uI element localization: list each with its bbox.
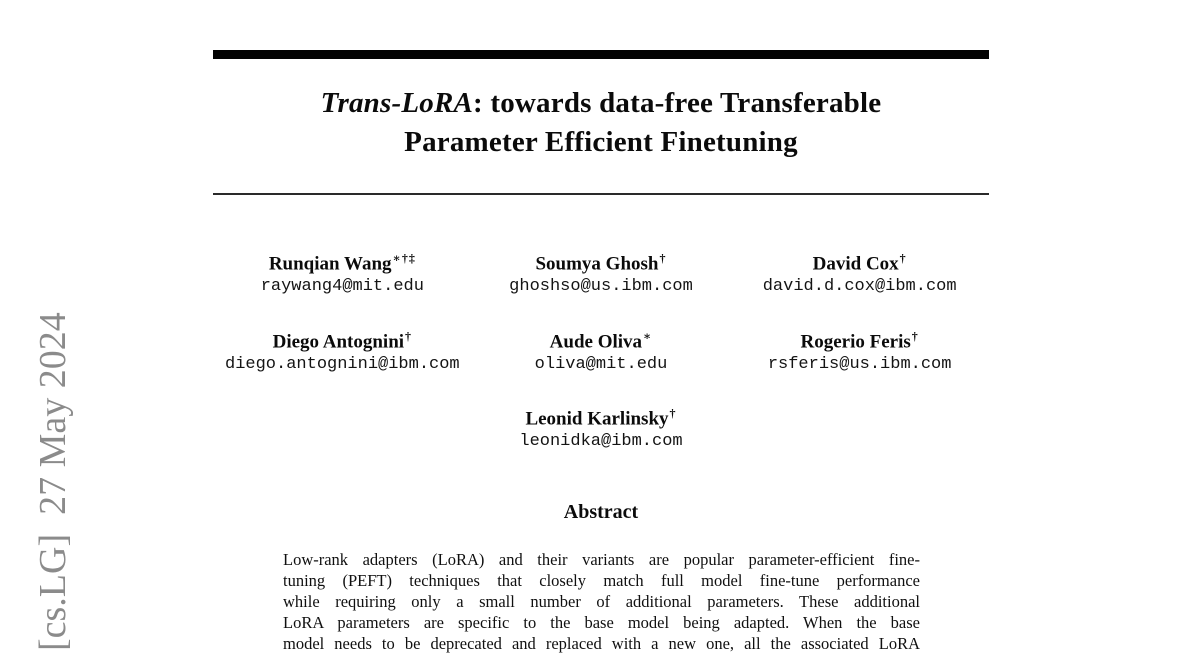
title-bottom-rule (213, 193, 989, 195)
abstract-line: while requiring only a small number of additional parameters. These additional (283, 592, 920, 611)
author-affiliation-marks: † (405, 329, 413, 343)
paper-title-line1 (213, 84, 989, 123)
abstract-line: tuning (PEFT) techniques that closely match full model fine-tune performance (283, 571, 920, 590)
author-email: rsferis@us.ibm.com (767, 355, 952, 375)
author-affiliation-marks: † (899, 251, 907, 265)
abstract-line: model needs to be deprecated and replaced with a new one, all the associated LoRA (283, 634, 920, 653)
author-name (213, 325, 472, 353)
author-name (472, 247, 731, 275)
author-email: leonidka@ibm.com (519, 432, 683, 452)
author-block (213, 402, 989, 453)
arxiv-watermark: [cs.LG] 27 May 2024 (32, 312, 74, 651)
author-name-text: Runqian Wang (268, 253, 392, 275)
abstract-line: LoRA parameters are specific to the base model being adapted. When the base (283, 613, 920, 632)
author-name (213, 402, 989, 430)
authors-row-3 (213, 402, 989, 453)
author-block (213, 247, 472, 298)
author-name (213, 247, 472, 275)
title-top-rule (213, 50, 989, 59)
authors-row-1 (213, 247, 989, 298)
author-name-text: Leonid Karlinsky (525, 408, 669, 430)
author-email: oliva@mit.edu (534, 355, 668, 375)
paper-title (213, 84, 989, 162)
author-name (472, 325, 731, 353)
paper-title-line2: Parameter Efficient Finetuning (404, 126, 798, 158)
paper-title-italic-part: Trans-LoRA (320, 87, 474, 119)
author-block (472, 247, 731, 298)
author-name (730, 325, 989, 353)
author-affiliation-marks: † (659, 251, 667, 265)
author-name-text: Rogerio Feris (800, 331, 911, 353)
author-name-text: Soumya Ghosh (535, 253, 659, 275)
author-name (730, 247, 989, 275)
author-affiliation-marks: † (911, 329, 919, 343)
author-block (730, 325, 989, 376)
abstract-line: Low-rank adapters (LoRA) and their variants are popular parameter-efficient fine- (283, 550, 920, 569)
authors-row-2 (213, 325, 989, 376)
author-email: raywang4@mit.edu (260, 277, 424, 297)
author-email: david.d.cox@ibm.com (762, 277, 957, 297)
author-block (730, 247, 989, 298)
paper-title-line1-rest: : towards data-free Transferable (473, 87, 882, 119)
author-block (213, 325, 472, 376)
author-name-text: David Cox (812, 253, 899, 275)
paper-page (213, 0, 989, 653)
author-name-text: Diego Antognini (272, 331, 405, 353)
abstract-heading: Abstract (563, 501, 639, 523)
author-name-text: Aude Oliva (549, 331, 643, 353)
abstract-body (283, 549, 920, 654)
author-affiliation-marks: ∗ (643, 329, 653, 343)
author-affiliation-marks: ∗†‡ (392, 251, 416, 265)
author-affiliation-marks: † (669, 406, 677, 420)
author-block (472, 325, 731, 376)
author-email: diego.antognini@ibm.com (225, 355, 460, 375)
author-email: ghoshso@us.ibm.com (509, 277, 693, 297)
